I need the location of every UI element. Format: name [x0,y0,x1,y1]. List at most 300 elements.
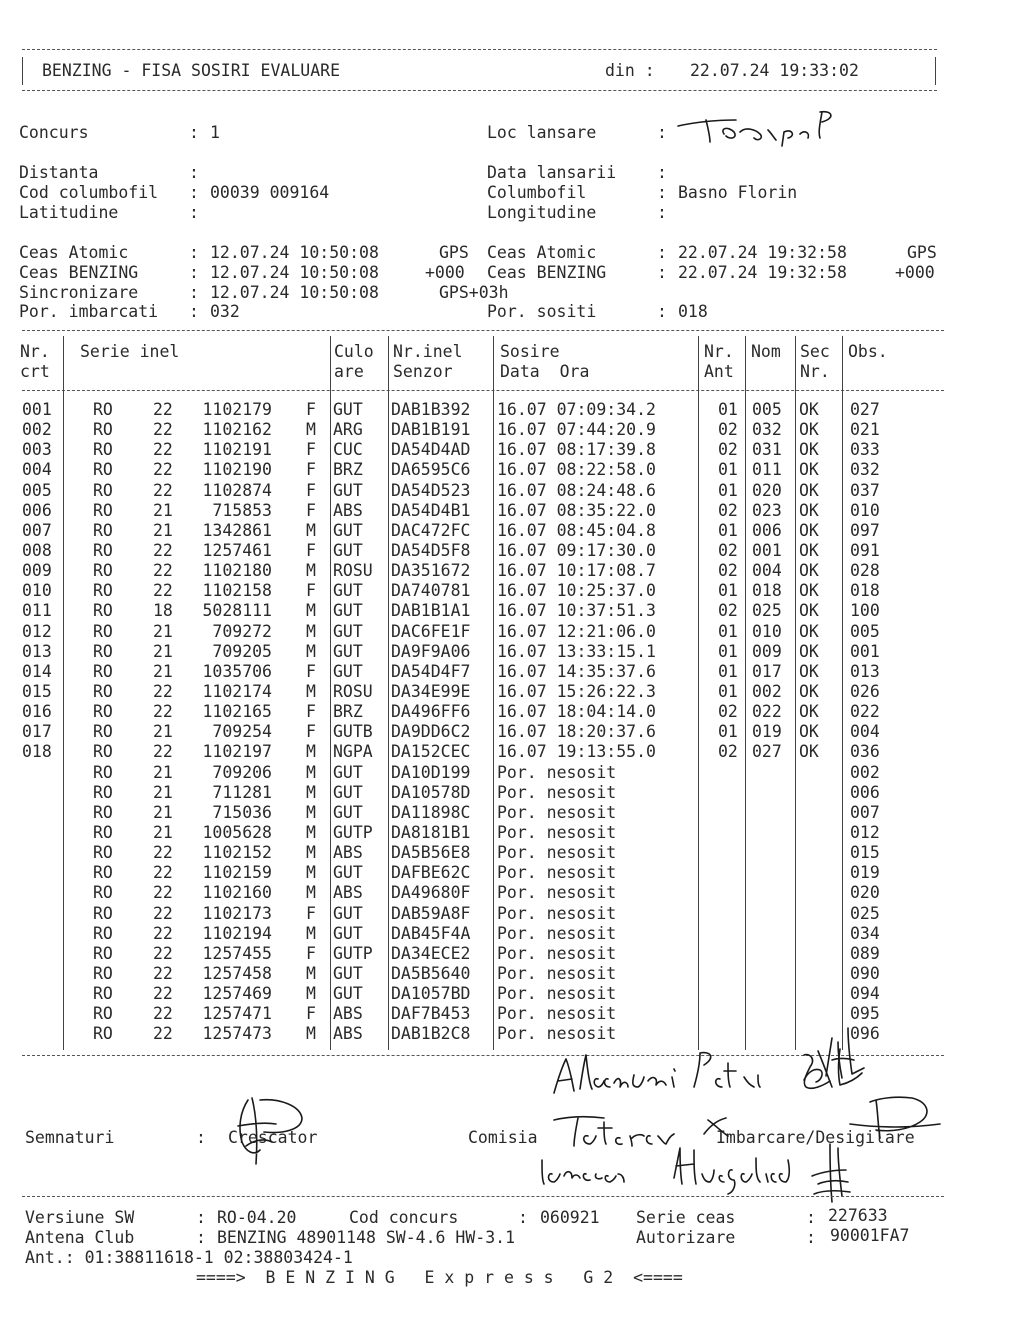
cell-tara: RO [93,520,113,540]
cell-nr-inel: 709254 [212,722,272,742]
ceas-benzing-end-colon: : [657,263,667,282]
cell-nr-ant: 01 [718,520,738,540]
cell-an: 21 [153,782,173,802]
versiune-value: RO-04.20 [217,1208,297,1227]
sincronizare-suffix: GPS+03h [439,283,509,302]
table-row [0,400,1024,420]
table-row [0,420,1024,440]
autorizare-value: 90001FA7 [830,1226,910,1245]
header-right-border [935,57,936,85]
table-row [0,541,1024,561]
serie-ceas-colon: : [806,1208,816,1227]
concurs-label: Concurs [19,123,89,142]
cell-tara: RO [93,863,113,883]
table-row [0,702,1024,722]
cell-obs: 005 [850,621,880,641]
th-nr-crt-2: crt [20,362,50,381]
cell-sosire: 16.07 07:09:34.2 [497,400,656,419]
table-top-border [22,330,944,331]
th-nr-inel-2: Senzor [393,362,453,381]
cell-tara: RO [93,984,113,1004]
cell-an: 22 [153,540,173,560]
loc-lansare-colon: : [657,123,667,142]
cell-nr-crt: 006 [22,500,52,520]
table-row [0,1024,1024,1044]
cell-an: 22 [153,883,173,903]
cell-nr-inel: 1257473 [202,1024,272,1044]
cell-obs: 026 [850,681,880,701]
table-row [0,682,1024,702]
cell-nr-inel: 1102159 [202,863,272,883]
cell-sex: M [306,520,316,540]
cell-culoare: GUT [333,540,363,560]
cell-tara: RO [93,661,113,681]
cell-sex: F [306,702,316,722]
cell-obs: 015 [850,843,880,863]
cell-nr-inel: 1102174 [202,681,272,701]
cell-culoare: GUT [333,963,363,983]
cell-nom: 004 [752,561,782,581]
cell-sec-nr: OK [799,581,819,601]
cell-nr-inel: 1257455 [202,943,272,963]
cell-culoare: GUT [333,400,363,419]
cell-senzor: DA5B5640 [391,963,471,983]
cell-obs: 094 [850,984,880,1004]
cell-senzor: DAB1B2C8 [391,1024,471,1044]
report-date-value: 22.07.24 19:33:02 [690,61,859,80]
cell-sex: M [306,843,316,863]
cell-senzor: DA351672 [391,561,471,581]
cell-sec-nr: OK [799,460,819,480]
cell-tara: RO [93,782,113,802]
cell-nr-inel: 1257469 [202,984,272,1004]
cell-obs: 022 [850,702,880,722]
cell-tara: RO [93,641,113,661]
cell-culoare: GUT [333,581,363,601]
cell-tara: RO [93,843,113,863]
header-bottom-border [22,90,937,91]
table-row [0,944,1024,964]
cell-sex: M [306,762,316,782]
cell-nr-crt: 007 [22,520,52,540]
cell-sosire: Por. nesosit [497,883,617,903]
cell-nom: 017 [752,661,782,681]
cell-tara: RO [93,963,113,983]
cell-obs: 100 [850,601,880,621]
cell-nr-crt: 018 [22,742,52,762]
cell-sex: M [306,601,316,621]
data-lansarii-label: Data lansarii [487,163,617,182]
imbarcati-colon: : [189,302,199,321]
cell-obs: 007 [850,802,880,822]
cell-sosire: 16.07 18:04:14.0 [497,702,656,722]
cell-tara: RO [93,621,113,641]
cell-tara: RO [93,500,113,520]
cell-sex: M [306,641,316,661]
cell-sosire: 16.07 10:37:51.3 [497,601,656,621]
cell-an: 22 [153,702,173,722]
cell-senzor: DAB45F4A [391,923,471,943]
cod-concurs-value: 060921 [540,1208,600,1227]
cell-an: 22 [153,963,173,983]
cell-sec-nr: OK [799,440,819,460]
cell-senzor: DA8181B1 [391,822,471,842]
cell-culoare: BRZ [333,702,363,722]
cell-obs: 021 [850,420,880,440]
cell-sex: F [306,661,316,681]
table-row [0,843,1024,863]
versiune-colon: : [196,1208,206,1227]
cell-culoare: ABS [333,500,363,520]
cell-sex: M [306,1024,316,1044]
cell-sosire: Por. nesosit [497,802,617,822]
cell-senzor: DAB1B1A1 [391,601,471,621]
cell-obs: 036 [850,742,880,762]
cell-sec-nr: OK [799,500,819,520]
cell-nom: 001 [752,540,782,560]
cell-tara: RO [93,561,113,581]
cell-obs: 095 [850,1004,880,1024]
columbofil-value: Basno Florin [678,183,798,202]
cell-nr-inel: 1102191 [202,440,272,460]
cell-sex: F [306,903,316,923]
cell-senzor: DA740781 [391,581,471,601]
cell-culoare: GUT [333,863,363,883]
cell-sex: F [306,400,316,419]
sincronizare-value: 12.07.24 10:50:08 [210,283,379,302]
cell-sex: M [306,863,316,883]
cell-nr-ant: 02 [718,601,738,621]
cell-obs: 013 [850,661,880,681]
cell-senzor: DAFBE62C [391,863,471,883]
table-row [0,964,1024,984]
semnaturi-label: Semnaturi [25,1128,115,1147]
table-row [0,561,1024,581]
ceas-benzing-end-value: 22.07.24 19:32:58 [678,263,847,282]
table-row [0,440,1024,460]
imbarcare-signature [700,1094,950,1146]
cell-culoare: GUT [333,601,363,621]
th-culoare-2: are [334,362,364,381]
cell-senzor: DA152CEC [391,742,471,762]
ceas-atomic-start-label: Ceas Atomic [19,243,129,262]
cell-sex: M [306,963,316,983]
cell-obs: 032 [850,460,880,480]
imbarcati-value: 032 [210,302,240,321]
cell-an: 21 [153,802,173,822]
cell-sex: F [306,500,316,520]
cell-sex: M [306,883,316,903]
cell-nr-ant: 01 [718,460,738,480]
autorizare-colon: : [806,1228,816,1247]
cell-an: 22 [153,581,173,601]
cell-culoare: ABS [333,1024,363,1044]
cell-sosire: Por. nesosit [497,1024,617,1044]
cell-tara: RO [93,762,113,782]
cell-culoare: GUT [333,480,363,500]
antenna-serials: Ant.: 01:38811618-1 02:38803424-1 [25,1248,353,1267]
cell-culoare: ROSU [333,561,373,581]
cod-concurs-colon: : [518,1208,528,1227]
cell-an: 22 [153,561,173,581]
cell-nr-inel: 1102179 [202,400,272,419]
cell-senzor: DAB1B392 [391,400,471,419]
cell-nr-inel: 1102197 [202,742,272,762]
sositi-label: Por. sositi [487,302,597,321]
cell-an: 22 [153,903,173,923]
cell-nr-inel: 711281 [212,782,272,802]
table-row [0,742,1024,762]
cell-sec-nr: OK [799,661,819,681]
cell-tara: RO [93,702,113,722]
cell-nr-inel: 1257461 [202,540,272,560]
cell-nr-crt: 011 [22,601,52,621]
cell-nr-ant: 01 [718,400,738,419]
table-row [0,481,1024,501]
cell-sosire: 16.07 10:25:37.0 [497,581,656,601]
cell-nr-inel: 1102874 [202,480,272,500]
cell-culoare: ARG [333,420,363,440]
cell-nr-inel: 1035706 [202,661,272,681]
cell-an: 22 [153,480,173,500]
cell-senzor: DAC6FE1F [391,621,471,641]
cell-an: 22 [153,440,173,460]
cell-senzor: DAF7B453 [391,1004,471,1024]
cell-an: 22 [153,460,173,480]
cell-tara: RO [93,540,113,560]
cell-tara: RO [93,1004,113,1024]
cell-sex: M [306,420,316,440]
longitudine-colon: : [657,203,667,222]
cod-columbofil-colon: : [189,183,199,202]
cell-nr-ant: 01 [718,722,738,742]
antena-value: BENZING 48901148 SW-4.6 HW-3.1 [217,1228,516,1247]
report-title: BENZING - FISA SOSIRI EVALUARE [42,61,341,80]
longitudine-label: Longitudine [487,203,597,222]
cell-senzor: DA9F9A06 [391,641,471,661]
cell-nr-inel: 1102152 [202,843,272,863]
cell-sec-nr: OK [799,520,819,540]
cell-nr-ant: 02 [718,561,738,581]
cell-nr-crt: 002 [22,420,52,440]
cell-sec-nr: OK [799,641,819,661]
cell-sex: F [306,480,316,500]
table-row [0,883,1024,903]
cell-an: 22 [153,1024,173,1044]
cell-nr-crt: 003 [22,440,52,460]
cell-culoare: CUC [333,440,363,460]
cell-tara: RO [93,440,113,460]
cell-senzor: DA1057BD [391,984,471,1004]
comisia-label: Comisia [468,1128,538,1147]
distanta-label: Distanta [19,163,99,182]
cell-sex: F [306,460,316,480]
cell-sec-nr: OK [799,742,819,762]
footer-separator [22,1196,944,1197]
table-row [0,924,1024,944]
table-row [0,662,1024,682]
cell-nr-inel: 1102194 [202,923,272,943]
table-row [0,521,1024,541]
cell-senzor: DA11898C [391,802,471,822]
crescator-label: Crescator [228,1128,318,1147]
cell-senzor: DA6595C6 [391,460,471,480]
cell-an: 18 [153,601,173,621]
cell-sec-nr: OK [799,420,819,440]
cell-sosire: Por. nesosit [497,863,617,883]
cell-nr-inel: 1005628 [202,822,272,842]
sincronizare-colon: : [189,283,199,302]
cell-nom: 019 [752,722,782,742]
cod-columbofil-label: Cod columbofil [19,183,159,202]
cell-an: 21 [153,621,173,641]
cell-sex: M [306,681,316,701]
cell-nom: 006 [752,520,782,540]
th-nr-inel-1: Nr.inel [393,342,463,361]
cell-sosire: Por. nesosit [497,843,617,863]
cell-sec-nr: OK [799,702,819,722]
sositi-value: 018 [678,302,708,321]
th-nr-ant-2: Ant [704,362,734,381]
cell-nom: 009 [752,641,782,661]
concurs-value: 1 [210,123,220,142]
cell-nr-inel: 1342861 [202,520,272,540]
benzing-banner: ====> B E N Z I N G E x p r e s s G 2 <==== [196,1268,683,1287]
cell-sex: F [306,540,316,560]
cell-tara: RO [93,681,113,701]
semnaturi-colon: : [196,1128,206,1147]
table-row [0,823,1024,843]
cell-sosire: Por. nesosit [497,943,617,963]
cell-nr-crt: 015 [22,681,52,701]
table-header-separator [22,390,944,391]
cell-sosire: 16.07 14:35:37.6 [497,661,656,681]
cell-sosire: Por. nesosit [497,903,617,923]
cell-nr-inel: 715036 [212,802,272,822]
cell-sosire: 16.07 07:44:20.9 [497,420,656,440]
cell-culoare: GUT [333,903,363,923]
cell-senzor: DA54D4AD [391,440,471,460]
ceas-atomic-end-colon: : [657,243,667,262]
cell-an: 21 [153,641,173,661]
th-sec-nr-2: Nr. [800,362,830,381]
cod-columbofil-value: 00039 009164 [210,183,330,202]
cell-nr-crt: 005 [22,480,52,500]
cell-nom: 032 [752,420,782,440]
cell-nr-crt: 010 [22,581,52,601]
cell-obs: 018 [850,581,880,601]
cell-senzor: DA10578D [391,782,471,802]
cell-sosire: 16.07 08:17:39.8 [497,440,656,460]
cell-obs: 034 [850,923,880,943]
cell-culoare: GUTP [333,943,373,963]
cell-obs: 006 [850,782,880,802]
cell-nr-inel: 5028111 [202,601,272,621]
cell-an: 21 [153,822,173,842]
cell-nr-crt: 004 [22,460,52,480]
cell-an: 21 [153,722,173,742]
cell-nr-crt: 014 [22,661,52,681]
cell-nr-ant: 01 [718,621,738,641]
antena-colon: : [196,1228,206,1247]
sositi-colon: : [657,302,667,321]
cell-nr-crt: 017 [22,722,52,742]
cell-nr-crt: 008 [22,540,52,560]
antena-label: Antena Club [25,1228,135,1247]
cell-senzor: DA10D199 [391,762,471,782]
cell-obs: 027 [850,400,880,419]
cell-obs: 025 [850,903,880,923]
sincronizare-label: Sincronizare [19,283,139,302]
cell-senzor: DA34ECE2 [391,943,471,963]
cell-sosire: Por. nesosit [497,984,617,1004]
cell-sec-nr: OK [799,722,819,742]
cell-nr-inel: 1102165 [202,702,272,722]
cell-tara: RO [93,943,113,963]
cell-sosire: Por. nesosit [497,782,617,802]
cell-sosire: Por. nesosit [497,1004,617,1024]
cell-senzor: DA496FF6 [391,702,471,722]
serie-ceas-value: 227633 [828,1206,888,1225]
cell-obs: 012 [850,822,880,842]
th-sec-nr-1: Sec [800,342,830,361]
cell-culoare: GUTP [333,822,373,842]
cell-tara: RO [93,742,113,762]
cell-culoare: GUT [333,641,363,661]
cell-sex: F [306,722,316,742]
cell-an: 21 [153,661,173,681]
cell-tara: RO [93,822,113,842]
cell-nom: 027 [752,742,782,762]
table-row [0,622,1024,642]
cell-nr-inel: 1102162 [202,420,272,440]
header-top-border [22,49,937,50]
cell-an: 22 [153,984,173,1004]
table-row [0,863,1024,883]
cell-culoare: GUT [333,661,363,681]
cell-nr-ant: 02 [718,702,738,722]
cell-tara: RO [93,903,113,923]
cell-sex: F [306,581,316,601]
ceas-benzing-start-suffix: +000 [425,263,465,282]
cell-sex: M [306,923,316,943]
cell-nr-inel: 1102190 [202,460,272,480]
cell-nr-crt: 013 [22,641,52,661]
cell-sex: M [306,802,316,822]
cell-nr-ant: 01 [718,581,738,601]
cell-nom: 025 [752,601,782,621]
table-row [0,581,1024,601]
crescator-signature [220,1094,320,1168]
cell-an: 21 [153,520,173,540]
cell-sosire: 16.07 08:24:48.6 [497,480,656,500]
cell-culoare: GUT [333,923,363,943]
cell-tara: RO [93,601,113,621]
cell-culoare: GUT [333,984,363,1004]
cell-senzor: DAB1B191 [391,420,471,440]
cell-an: 22 [153,943,173,963]
cell-tara: RO [93,460,113,480]
cell-sosire: 16.07 18:20:37.6 [497,722,656,742]
cell-sec-nr: OK [799,601,819,621]
latitudine-label: Latitudine [19,203,119,222]
cell-senzor: DAC472FC [391,520,471,540]
cell-nr-ant: 01 [718,661,738,681]
cell-culoare: GUT [333,782,363,802]
cell-nr-inel: 1257458 [202,963,272,983]
concurs-colon: : [189,123,199,142]
cell-sec-nr: OK [799,621,819,641]
